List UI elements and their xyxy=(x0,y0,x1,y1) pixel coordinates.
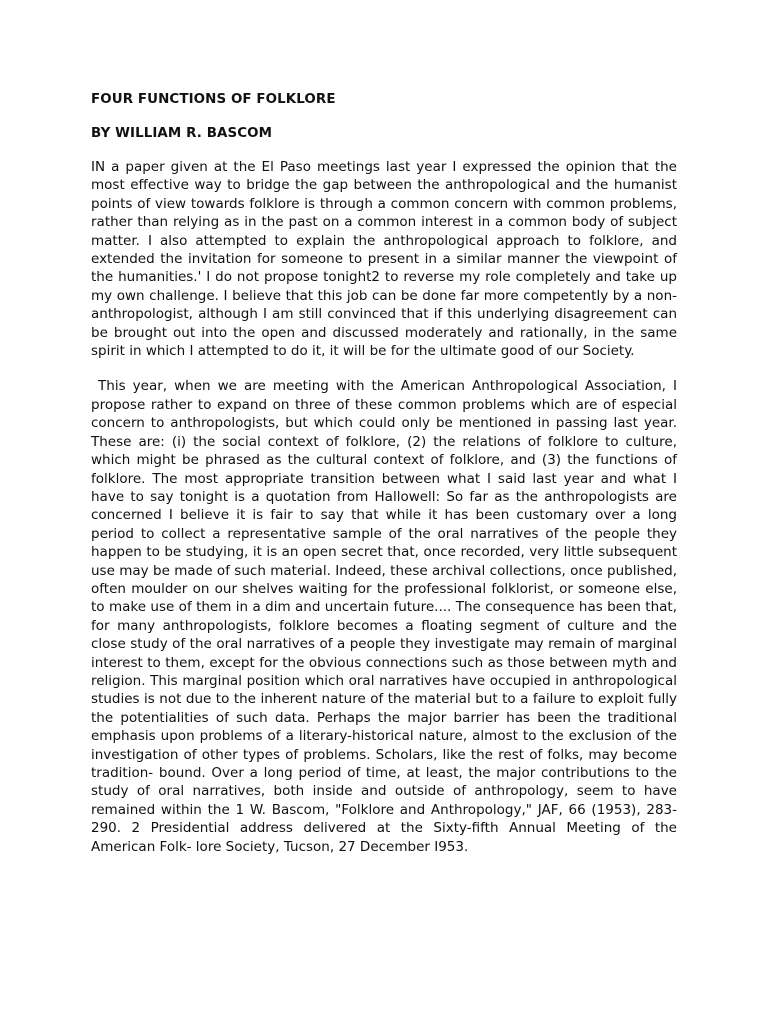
body-paragraph-1: IN a paper given at the El Paso meetings last year I expressed the opinion that the most effective way to bridge the gap between the anthropological and the humanist points of view towards folklore is through a common concern with common problems, rather than relying as in the past on a common interest in a common body of subject matter. I also attempted to explain the anthropological approach to folklore, and extended the invitation for someone to present in a similar manner the viewpoint of the humanities.' I do not propose tonight2 to reverse my role completely and take up my own challenge. I believe that this job can be done far more competently by a non-anthropologist, although I am still convinced that if this underlying disagreement can be brought out into the open and discussed moderately and rationally, in the same spirit in which I attempted to do it, it will be for the ultimate good of our Society. xyxy=(91,159,677,360)
body-paragraph-2: This year, when we are meeting with the American Anthropological Association, I propose rather to expand on three of these common problems which are of especial concern to anthropologists, but which could only be mentioned in passing last year. These are: (i) the social context of folklore, (2) the relations of folklore to culture, which might be phrased as the cultural context of folklore, and (3) the functions of folklore. The most appropriate transition between what I said last year and what I have to say tonight is a quotation from Hallowell: So far as the anthropologists are concerned I believe it is fair to say that while it has been customary over a long period to collect a representative sample of the oral narratives of the people they happen to be studying, it is an open secret that, once recorded, very little subsequent use may be made of such material. Indeed, these archival collections, once published, often moulder on our shelves waiting for the professional folklorist, or someone else, to make use of them in a dim and uncertain future.... The consequence has been that, for many anthropologists, folklore becomes a floating segment of culture and the close study of the oral narratives of a people they investigate may remain of marginal interest to them, except for the obvious connections such as those between myth and religion. This marginal position which oral narratives have occupied in anthropological studies is not due to the inherent nature of the material but to a failure to exploit fully the potentialities of such data. Perhaps the major barrier has been the traditional emphasis upon problems of a literary-historical nature, almost to the exclusion of the investigation of other types of problems. Scholars, like the rest of folks, may become tradition- bound. Over a long period of time, at least, the major contributions to the study of oral narratives, both inside and outside of anthropology, seem to have remained within the 1 W. Bascom, "Folklore and Anthropology," JAF, 66 (1953), 283-290. 2 Presidential address delivered at the Sixty-fifth Annual Meeting of the American Folk- lore Society, Tucson, 27 December I953. xyxy=(91,378,677,855)
document-title: FOUR FUNCTIONS OF FOLKLORE xyxy=(91,92,336,107)
document-page xyxy=(91,90,677,856)
document-byline: BY WILLIAM R. BASCOM xyxy=(91,126,273,141)
